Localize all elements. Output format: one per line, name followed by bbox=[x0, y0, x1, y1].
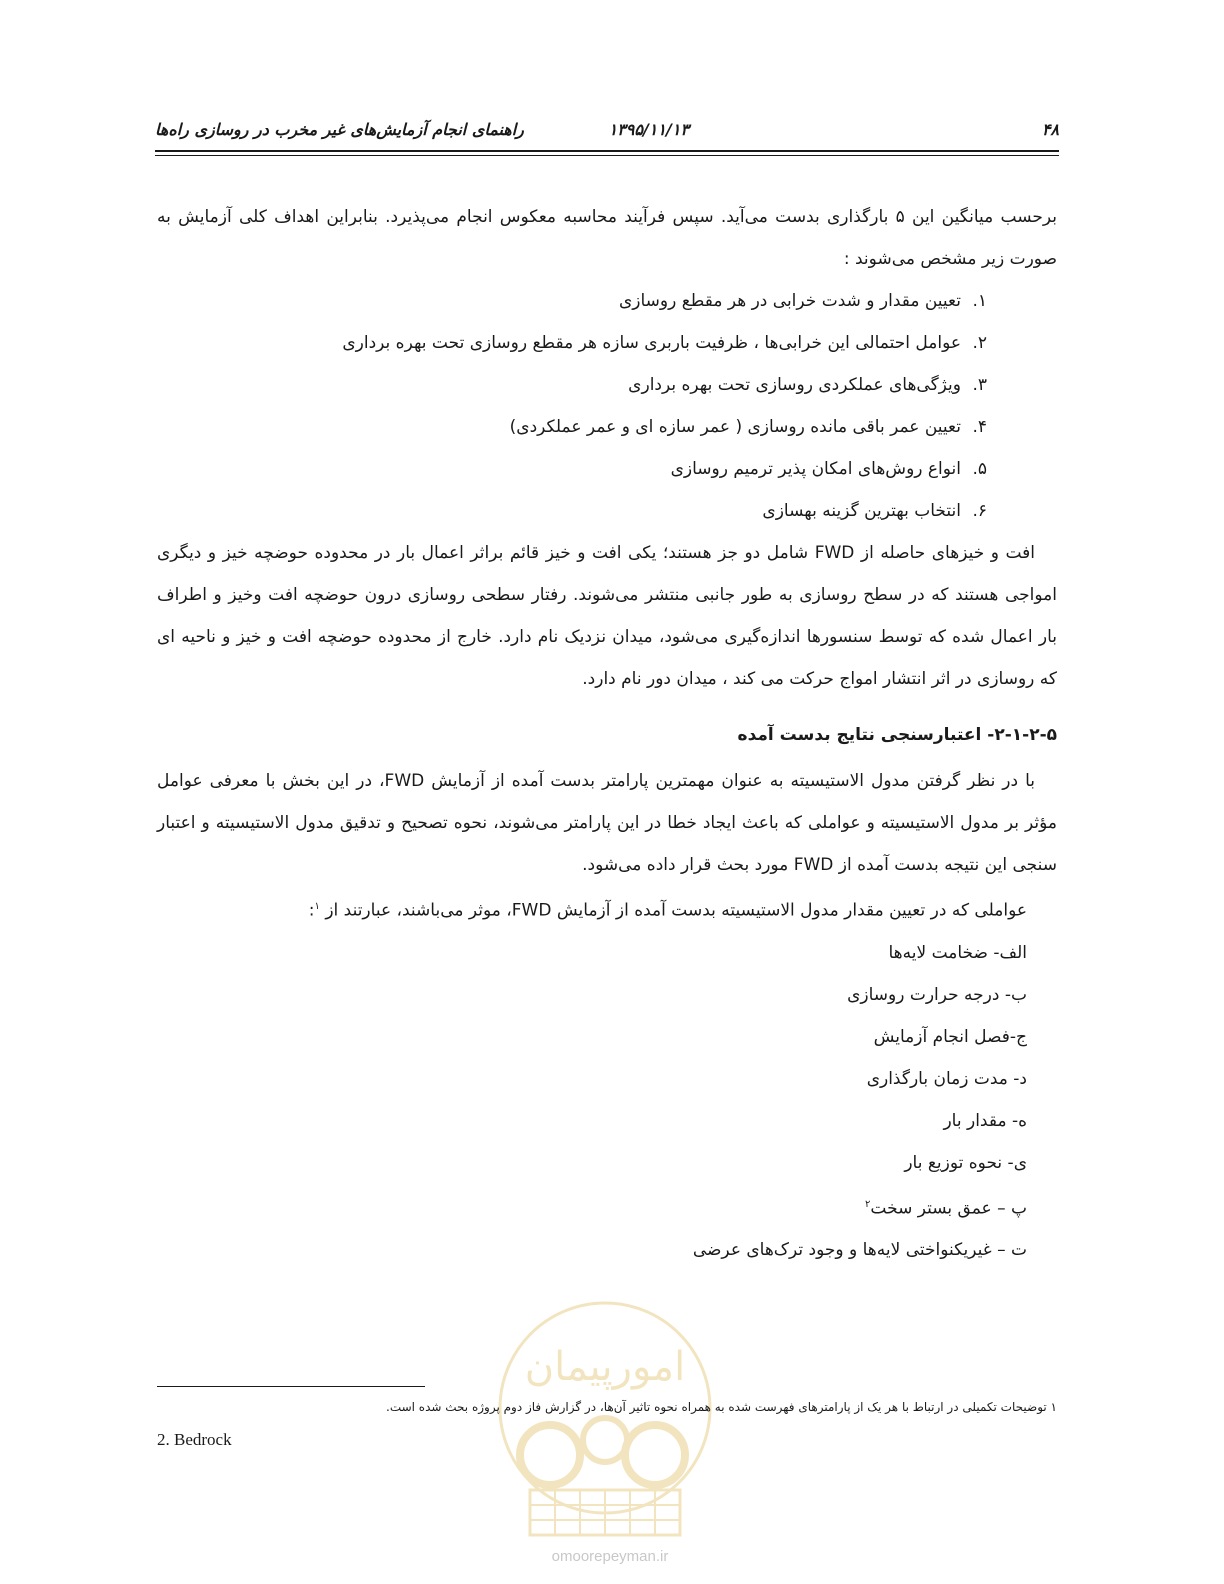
list-item: الف- ضخامت لایه‌ها bbox=[888, 942, 1027, 963]
list-item: ۱.تعیین مقدار و شدت خرابی در هر مقطع روسازی bbox=[618, 291, 987, 311]
list-item: ۶.انتخاب بهترین گزینه بهسازی bbox=[762, 501, 987, 521]
header-date: ۱۳۹۵/۱۱/۱۳ bbox=[608, 120, 689, 139]
footnote-ref-2[interactable]: ۲ bbox=[865, 1198, 871, 1210]
page-number: ۴۸ bbox=[1041, 120, 1059, 139]
section-heading: ۲-۱-۲-۵- اعتبارسنجی نتایج بدست آمده bbox=[737, 725, 1057, 745]
watermark-url: omoorepeyman.ir bbox=[551, 1548, 669, 1565]
header-rule-thick bbox=[155, 150, 1059, 152]
factors-intro: عواملی که در تعیین مقدار مدول الاستیسیته بدست آمده از آزمایش FWD، موثر می‌باشند، عبارتند از $^۱$: bbox=[308, 900, 1027, 921]
factors-list bbox=[157, 932, 1057, 1272]
goals-list bbox=[157, 280, 1057, 532]
list-item: ب- درجه حرارت روسازی bbox=[847, 984, 1027, 1005]
list-item: د- مدت زمان بارگذاری bbox=[866, 1068, 1027, 1089]
list-item: ۲.عوامل احتمالی این خرابی‌ها ، ظرفیت باربری سازه هر مقطع روسازی تحت بهره برداری bbox=[342, 333, 987, 353]
deflection-paragraph: افت و خیزهای حاصله از FWD شامل دو جز هستند؛ یکی افت و خیز قائم براثر اعمال بار در محدوده حوضچه خیز و دیگری امواجی هستند که در سطح روسازی به طور جانبی منتشر می‌شوند. رفتار سطحی روسازی درون حوضچه افت وخیز و اطراف بار اعمال شده که توسط سنسورها اندازه‌گیری می‌شود، میدان نزدیک نام دارد. خارج از محدوده حوضچه افت و خیز و ناحیه ای که روسازی در اثر انتشار امواج حرکت می کند ، میدان دور نام دارد. bbox=[157, 543, 1057, 689]
list-item: ۳.ویژگی‌های عملکردی روسازی تحت بهره برداری bbox=[628, 375, 987, 395]
intro-paragraph: برحسب میانگین این ۵ بارگذاری بدست می‌آید. سپس فرآیند محاسبه معکوس انجام می‌پذیرد. بنابراین اهداف کلی آزمایش به صورت زیر مشخص می‌شوند : bbox=[157, 207, 1057, 269]
list-item: ت – غیریکنواختی لایه‌ها و وجود ترک‌های عرضی bbox=[692, 1240, 1027, 1261]
page-body bbox=[157, 196, 1057, 1271]
footnote-2: 2. Bedrock bbox=[157, 1430, 232, 1449]
footnote-divider bbox=[157, 1386, 425, 1387]
list-item: ۴.تعیین عمر باقی مانده روسازی ( عمر سازه ای و عمر عملکردی) bbox=[509, 417, 987, 437]
list-item: ۵.انواع روش‌های امکان پذیر ترمیم روسازی bbox=[670, 459, 987, 479]
watermark-logo-text: امورپیمان bbox=[524, 1344, 686, 1390]
section-paragraph: با در نظر گرفتن مدول الاستیسیته به عنوان مهمترین پارامتر بدست آمده از آزمایش FWD، در این بخش با معرفی عوامل مؤثر بر مدول الاستیسیته و عواملی که باعث ایجاد خطا در این پارامتر می‌شوند، نحوه تصحیح و تدقیق مدول الاستیسیته و اعتبار سنجی این نتیجه بدست آمده از FWD مورد بحث قرار داده می‌شود. bbox=[157, 771, 1057, 875]
list-item: ه- مقدار بار bbox=[943, 1110, 1027, 1131]
header-rule-thin bbox=[155, 155, 1059, 156]
list-item: ی- نحوه توزیع بار bbox=[904, 1152, 1027, 1173]
header-title: راهنمای انجام آزمایش‌های غیر مخرب در روسازی راه‌ها bbox=[155, 120, 524, 139]
list-item: ج-فصل انجام آزمایش bbox=[873, 1026, 1027, 1047]
footnote-1: ۱ توضیحات تکمیلی در ارتباط با هر یک از پارامترهای فهرست شده به همراه نحوه تاثیر آن‌ها، در گزارش فاز دوم پروژه بحث شده است. bbox=[386, 1400, 1057, 1414]
watermark-logo bbox=[440, 1290, 770, 1560]
list-item: پ – عمق بستر سخت$^۲$ bbox=[865, 1198, 1027, 1219]
footnote-ref-1[interactable]: ۱ bbox=[314, 901, 320, 912]
page-header bbox=[155, 120, 1059, 146]
